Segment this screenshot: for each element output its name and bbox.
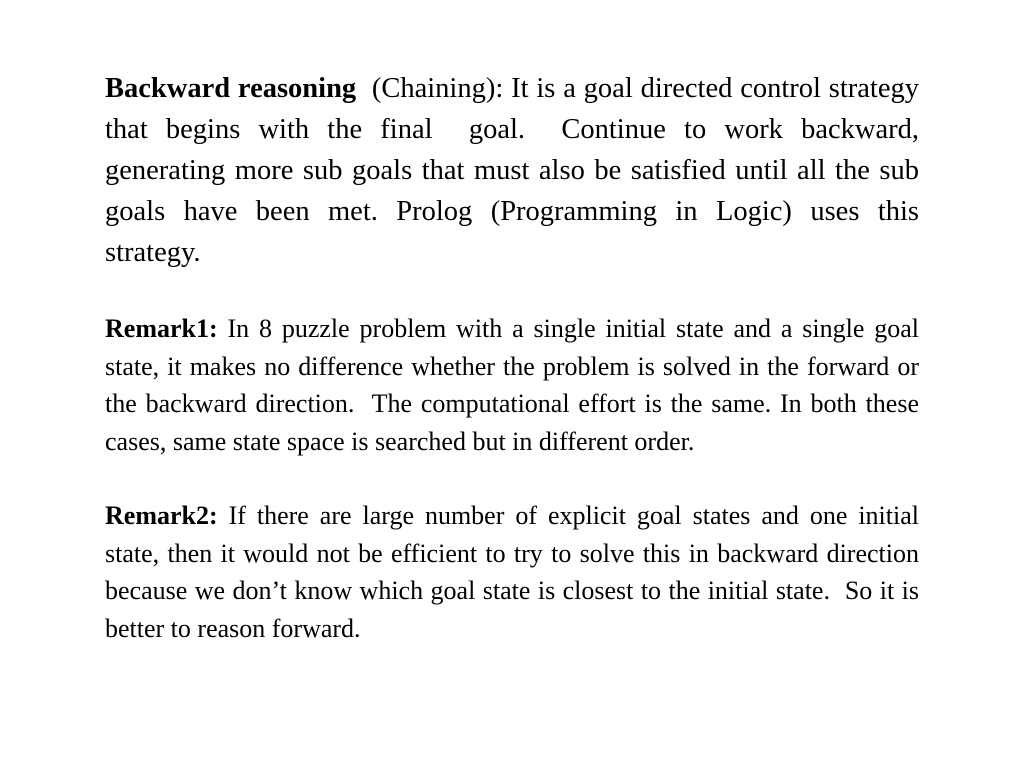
- remark1-term: Remark1:: [105, 314, 218, 343]
- remark1-paragraph: [105, 310, 926, 460]
- remark2-paragraph: [105, 497, 926, 647]
- remark2-text: If there are large number of explicit goal states and one initial state, then it would not be efficient to try to solve this in backward direction because we don’t know which goal state is closest to the initial state. So it is better to reason forward.: [105, 501, 926, 643]
- slide-content: [105, 68, 927, 647]
- remark1-text: In 8 puzzle problem with a single initial state and a single goal state, it makes no difference whether the problem is solved in the forward or the backward direction. The computational effort is the same. In both these cases, same state space is searched but in different order.: [105, 314, 926, 456]
- backward-reasoning-text: (Chaining): It is a goal directed control strategy that begins with the final goal. Continue to work backward, generating more sub goals that must also be satisfied until all the sub goals have been met. Prolog (Programming in Logic) uses this strategy.: [105, 73, 927, 268]
- backward-reasoning-paragraph: [105, 68, 927, 273]
- remark2-term: Remark2:: [105, 501, 218, 530]
- backward-reasoning-term: Backward reasoning: [105, 73, 357, 104]
